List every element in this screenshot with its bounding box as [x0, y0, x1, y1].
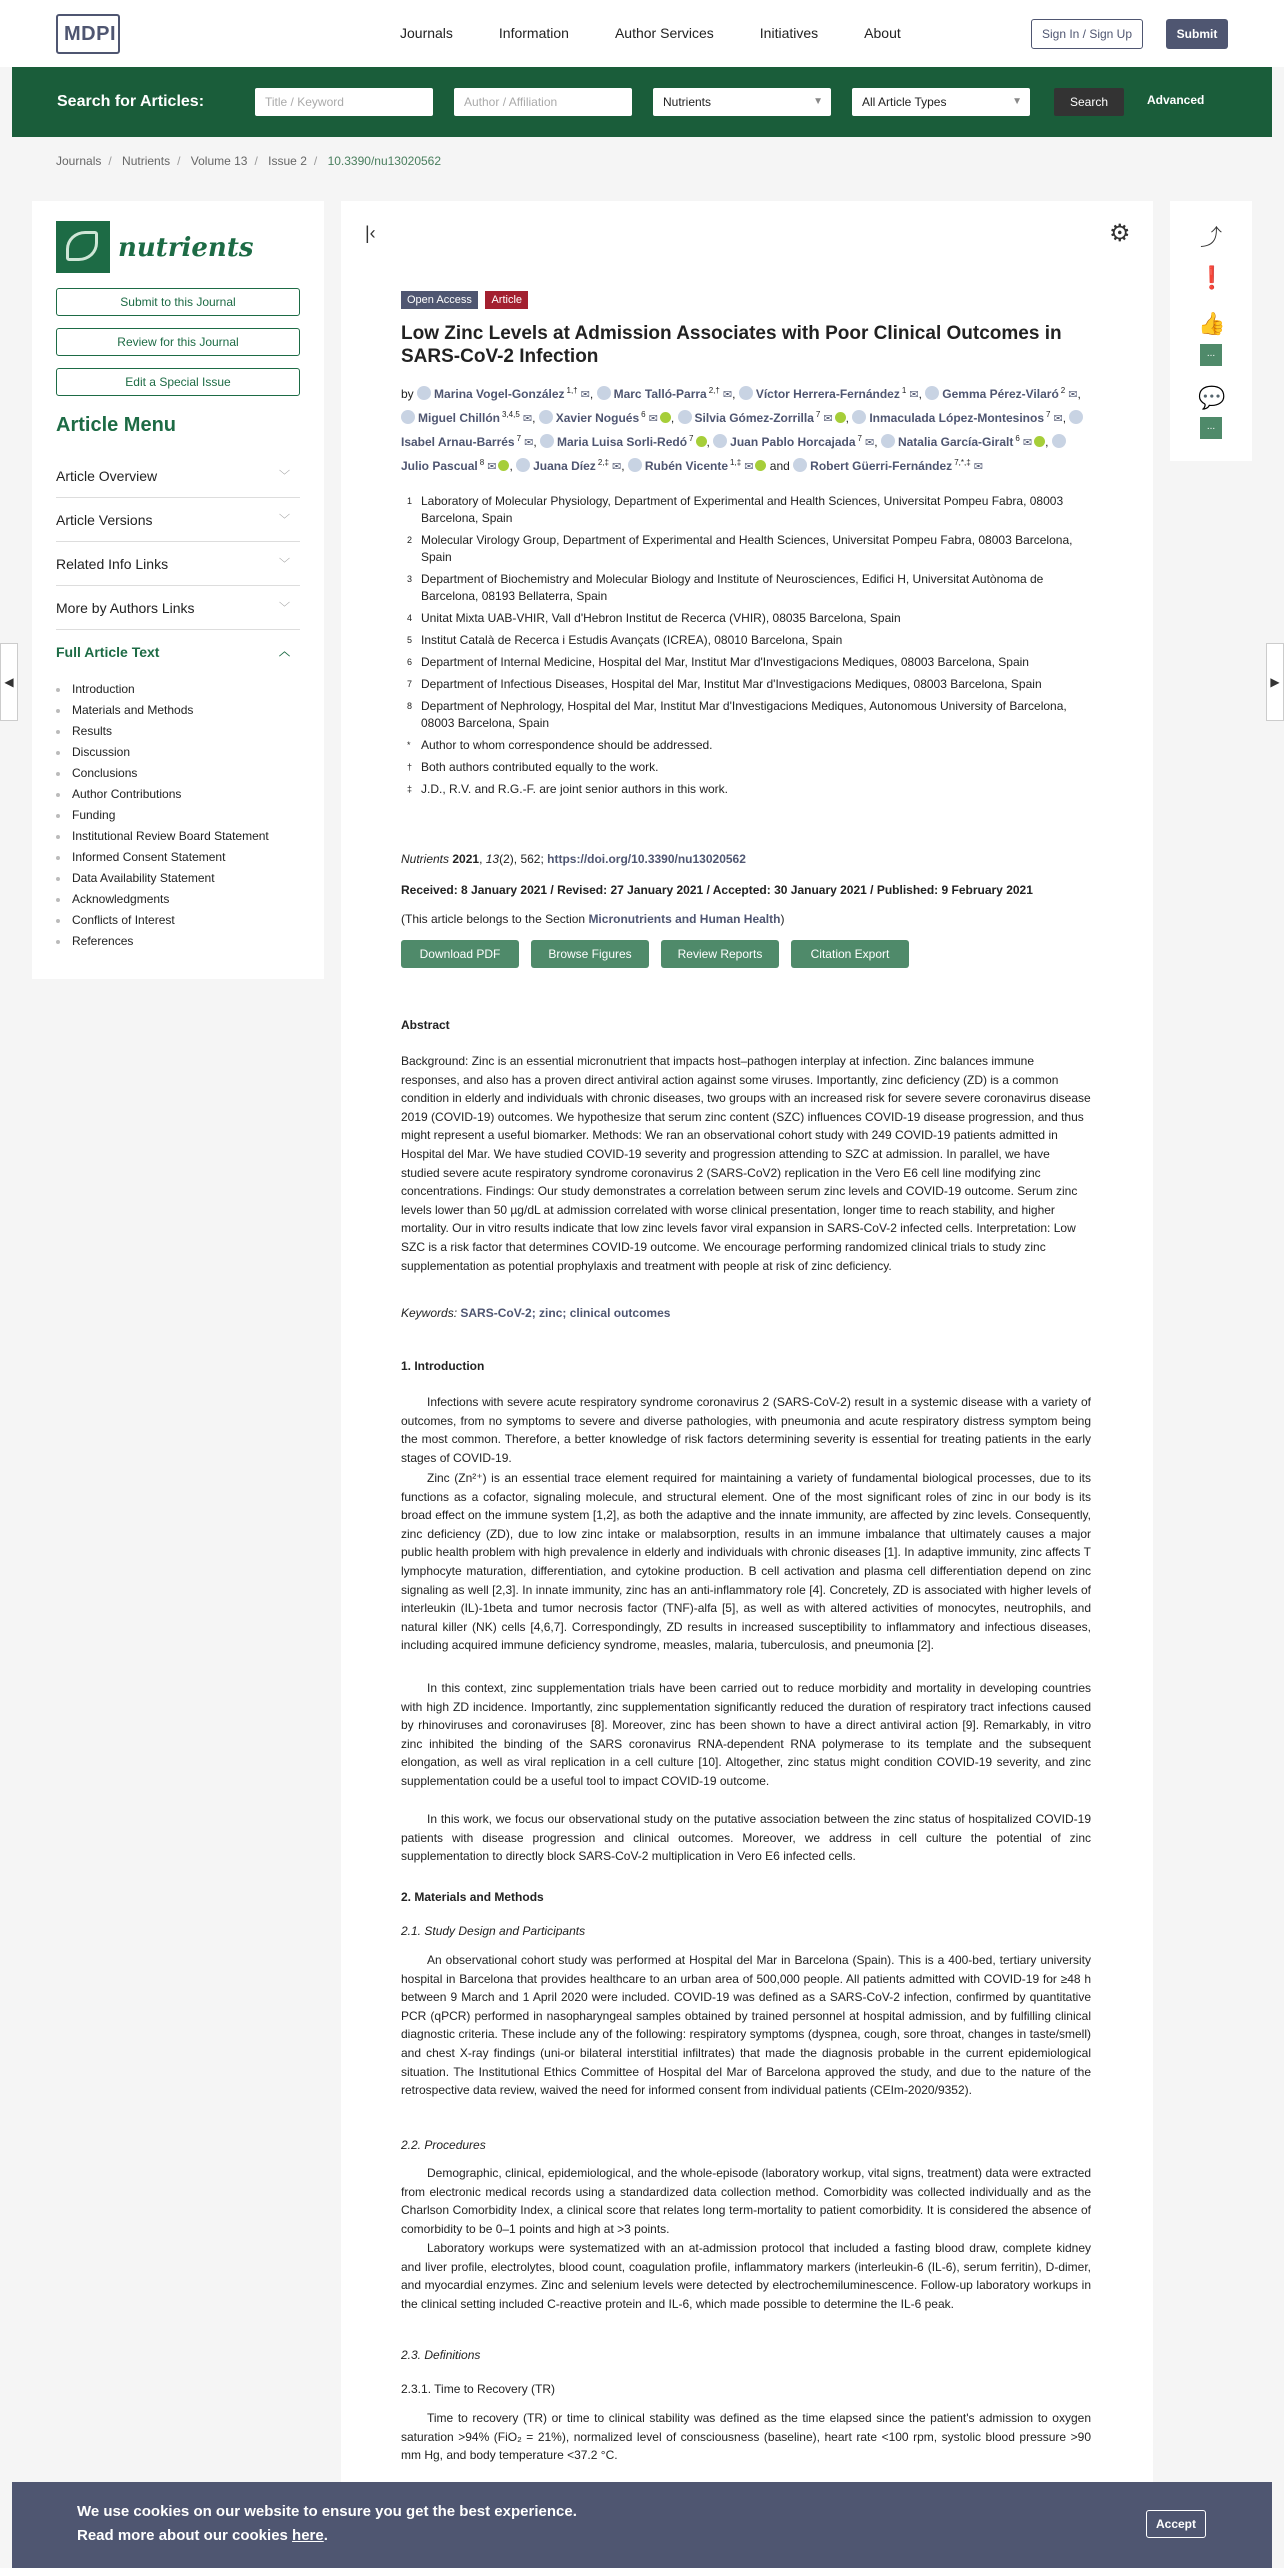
author-profile-icon[interactable]: [713, 434, 727, 448]
toc-item[interactable]: Discussion: [56, 742, 300, 763]
affiliation-text: Department of Internal Medicine, Hospital del Mar, Institut Mar d'Investigacions Mediques, 08003 Barcelona, Spain: [421, 655, 1029, 669]
affiliation: [401, 781, 1091, 798]
author[interactable]: [628, 459, 767, 473]
mail-icon[interactable]: ✉: [521, 437, 534, 449]
affiliation-text: Laboratory of Molecular Physiology, Department of Experimental and Health Sciences, Universitat Pompeu Fabra, 08003 Barcelona, Spain: [421, 494, 1064, 525]
breadcrumb-nutrients[interactable]: Nutrients: [122, 154, 171, 168]
affiliation: [401, 571, 1091, 605]
article-title: Low Zinc Levels at Admission Associates with Poor Clinical Outcomes in SARS-CoV-2 Infection: [401, 323, 1062, 367]
affiliation-number: ‡: [407, 784, 413, 794]
search-bar: [12, 67, 1272, 137]
author[interactable]: [516, 459, 621, 473]
author-profile-icon[interactable]: [540, 434, 554, 448]
section-link[interactable]: Micronutrients and Human Health: [588, 912, 781, 926]
collapse-sidebar-icon[interactable]: |‹: [365, 223, 376, 243]
menu-full-article-text[interactable]: [56, 630, 300, 674]
breadcrumb-doi[interactable]: 10.3390/nu13020562: [327, 154, 442, 168]
author-name[interactable]: Silvia Gómez-Zorrilla: [694, 411, 814, 425]
section-note-suffix: ): [780, 912, 785, 926]
author-affiliation-sup: 7: [815, 410, 821, 419]
affiliation-text: Institut Català de Recerca i Estudis Avançats (ICREA), 08010 Barcelona, Spain: [421, 633, 843, 647]
toc-item[interactable]: Funding: [56, 805, 300, 826]
affiliation-text: Department of Nephrology, Hospital del Mar, Institut Mar d'Investigacions Mediques, Autonomous University of Barcelona, 08003 Barcelona, Spain: [421, 699, 1067, 730]
author-profile-icon[interactable]: [739, 386, 753, 400]
article-card: [341, 201, 1153, 2568]
author-name[interactable]: Inmaculada López-Montesinos: [869, 411, 1044, 425]
toc-list: [56, 679, 300, 952]
author-profile-icon[interactable]: [793, 458, 807, 472]
journal-select-value: Nutrients: [663, 95, 712, 109]
paragraph: In this context, zinc supplementation trials have been carried out to reduce morbidity and mortality in developing countries with high ZD incidence. Importantly, zinc supplementation significantly reduced the duration of respiratory tract infections caused by rhinoviruses and coronaviruses [8]. Moreover, zinc has been shown to have a direct antiviral action [9]. Remarkably, in vitro zinc inhibited the binding of the SARS coronavirus RNA-dependent RNA polymerase to its template and the subsequent elongation, as well as viral replication in a cell culture [10]. Altogether, zinc status might condition COVID-19 severity, and zinc supplementation could be a useful tool to impact COVID-19 outcome.: [401, 1681, 1091, 1788]
article-type-select[interactable]: [852, 88, 1030, 116]
author-affiliation-sup: 1,‡: [730, 458, 742, 467]
mail-icon[interactable]: ✉: [820, 413, 833, 425]
submit-to-journal-button[interactable]: Submit to this Journal: [56, 288, 300, 316]
mail-icon[interactable]: ✉: [484, 461, 497, 473]
left-sidebar: [32, 201, 324, 979]
author-affiliation-sup: 7: [1046, 410, 1051, 419]
chevron-down-icon: ﹀: [279, 602, 290, 614]
affiliation-number: 2: [407, 535, 413, 545]
author-affiliation-sup: 2: [1060, 386, 1066, 395]
paragraph: Time to recovery (TR) or time to clinical stability was defined as the time elapsed since the patient's admission to oxygen saturation >94% (FiO₂ = 21%), normalized level of consciousness (baseline), heart rate <100 rpm, systolic blood pressure >90 mm Hg, and body temperature <37.2 °C.: [401, 2411, 1091, 2463]
menu-label: More by Authors Links: [56, 600, 195, 616]
author-name[interactable]: Natalia García-Giralt: [897, 435, 1014, 449]
author-name[interactable]: Miguel Chillón: [418, 411, 500, 425]
author[interactable]: [417, 387, 590, 401]
author[interactable]: [401, 411, 532, 425]
author[interactable]: [597, 387, 733, 401]
author-list: by Marina Vogel-González $^{1,\dagger}$ ✉, Marc Talló-Parra $^{2,\dagger}$ ✉, Víctor Herrera-Fernández $^1$ ✉, Gemma Pérez-Vilaró $^2$ ✉, Miguel Chillón $^{3,4,5}$ ✉, Xavier Nogués $^6$ ✉ , Silvia Gómez-Zorrilla $^7$ ✉ , Inmaculada López-Montesinos $^7$ ✉, Isabel Arnau-Barrés $^7$ ✉, Maria Luisa Sorli-Redó $^7$ , Juan Pablo Horcajada $^7$ ✉, Natalia García-Giralt $^6$ ✉ , Julio Pascual $^8$ ✉ , Juana Díez $^{2,\ddagger}$ ✉, Rubén Vicente $^{1,\ddagger}$ ✉ and Robert Güerri-Fernández $^{7,*,\ddagger}$ ✉: [401, 381, 1091, 477]
edit-special-issue-button[interactable]: Edit a Special Issue: [56, 368, 300, 396]
affiliation-text: J.D., R.V. and R.G.-F. are joint senior authors in this work.: [421, 782, 729, 796]
author[interactable]: [678, 411, 846, 425]
affiliation-number: 1: [407, 496, 413, 506]
author-name[interactable]: Xavier Nogués: [555, 411, 640, 425]
citation-journal: Nutrients: [401, 852, 450, 866]
chevron-down-icon: ▼: [813, 96, 823, 107]
section-heading-introduction: 1. Introduction: [401, 1359, 485, 1373]
chevron-down-icon: ▼: [1012, 96, 1022, 107]
affiliation-list: [401, 493, 1091, 803]
affiliation: [401, 654, 1091, 671]
author-name[interactable]: Juan Pablo Horcajada: [730, 435, 856, 449]
affiliation-number: *: [407, 740, 411, 750]
subsubsection-heading: 2.3.1. Time to Recovery (TR): [401, 2382, 556, 2396]
keywords: [401, 1306, 670, 1320]
comment-alert-icon[interactable]: ❗: [1198, 265, 1226, 290]
author-affiliation-sup: 6: [1015, 434, 1020, 443]
mail-icon[interactable]: ✉: [645, 413, 658, 425]
menu-article-versions[interactable]: [56, 498, 300, 542]
search-label: Search for Articles:: [57, 93, 205, 110]
paragraph: Zinc (Zn²⁺) is an essential trace element required for maintaining a variety of fundamental biological processes, due to its functions as a cofactor, signaling molecule, and structural element. One of the most significant roles of zinc in our body is its broad effect on the immune system [1,2], as both the adaptive and the innate immunity, are affected by zinc levels. Consequently, zinc deficiency (ZD), due to low zinc intake or malabsorption, results in an immune imbalance that ultimately causes a major public health problem with high prevalence in elderly and individuals with chronic diseases [1]. In adaptive immunity, zinc affects T lymphocyte maturation, differentiation, and cytokine production. B cell activation and plasma cell differentiation depend on zinc signaling as well [2,3]. In innate immunity, zinc has an anti-inflammatory role [4]. Concretely, ZD is associated with higher levels of interleukin (IL)-1beta and tumor necrosis factor (TNF)-alfa [5], as well as with altered activities of monocytes, neutrophils, and natural killer (NK) cells [4,6,7]. Correspondingly, ZD results in increased susceptibility to inflammatory and infectious diseases, including acquired immune deficiency syndrome, measles, malaria, tuberculosis, and pneumonia [2].: [401, 1471, 1091, 1653]
affiliation-number: 7: [407, 679, 413, 689]
affiliation-number: 5: [407, 635, 413, 645]
author-name[interactable]: Juana Díez: [533, 459, 596, 473]
download-pdf-button[interactable]: Download PDF: [401, 940, 519, 968]
nav-about[interactable]: About: [864, 25, 901, 41]
mail-icon[interactable]: ✉: [1019, 437, 1033, 449]
author-name[interactable]: Marina Vogel-González: [434, 387, 565, 401]
author-profile-icon[interactable]: [539, 410, 553, 424]
chevron-down-icon: ﹀: [279, 558, 290, 570]
paragraph: Demographic, clinical, epidemiological, and the whole-episode (laboratory workup, vital signs, treatment) data were extracted from electronic medical records using a standardized data collection method. Comorbidity was collected individually and as the Charlson Comorbidity Index, a clinical score that relates long term-mortality to patient comorbidity. It is considered the absence of comorbidity to be 0–1 points and high at >3 points.: [401, 2166, 1091, 2236]
author-name[interactable]: Rubén Vicente: [644, 459, 729, 473]
author-profile-icon[interactable]: [1052, 434, 1066, 448]
affiliation-number: †: [407, 762, 413, 772]
gear-icon[interactable]: ⚙: [1109, 220, 1131, 247]
menu-article-overview[interactable]: [56, 454, 300, 498]
paragraph: In this work, we focus our observational study on the putative association between the zinc status of hospitalized COVID-19 patients with disease progression and clinical outcomes. Moreover, we address in cell culture the potential of zinc supplementation to directly block SARS-CoV-2 multiplication in Vero E6 infected cells.: [401, 1812, 1091, 1864]
affiliation-number: 6: [407, 657, 413, 667]
affiliation: [401, 698, 1091, 732]
logo-text: MDPI: [64, 23, 116, 45]
affiliation-text: Molecular Virology Group, Department of Experimental and Health Sciences, Universitat Pompeu Fabra, 08003 Barcelona, Spain: [421, 533, 1073, 564]
toc-item[interactable]: Informed Consent Statement: [56, 847, 300, 868]
leaf-icon: [66, 231, 98, 261]
author-name[interactable]: Gemma Pérez-Vilaró: [942, 387, 1059, 401]
toc-item[interactable]: Conclusions: [56, 763, 300, 784]
review-for-journal-button[interactable]: Review for this Journal: [56, 328, 300, 356]
toc-item[interactable]: Institutional Review Board Statement: [56, 826, 300, 847]
author-profile-icon[interactable]: [597, 386, 611, 400]
author-affiliation-sup: 1: [901, 386, 907, 395]
author-affiliation-sup: 7,*,‡: [954, 458, 971, 467]
publication-dates: Received: 8 January 2021 / Revised: 27 January 2021 / Accepted: 30 January 2021 / Published: 9 February 2021: [401, 883, 1033, 897]
title-keyword-input[interactable]: Title / Keyword: [255, 88, 433, 116]
accept-cookies-button[interactable]: Accept: [1146, 2510, 1206, 2538]
author-profile-icon[interactable]: [516, 458, 530, 472]
article-type-value: All Article Types: [862, 95, 947, 109]
chevron-down-icon: ﹀: [279, 514, 290, 526]
mail-icon[interactable]: ✉: [1050, 413, 1063, 425]
orcid-icon[interactable]: [660, 412, 671, 423]
breadcrumb-issue[interactable]: Issue 2: [268, 154, 307, 168]
author-profile-icon[interactable]: [628, 458, 642, 472]
mail-icon[interactable]: ✉: [719, 389, 733, 401]
author-profile-icon[interactable]: [417, 386, 431, 400]
affiliation-number: 3: [407, 574, 413, 584]
by-label: by: [401, 387, 414, 401]
article-type-badge: Article: [485, 291, 528, 309]
right-sidebar: [1170, 201, 1252, 461]
comments-icon[interactable]: 💬: [1198, 385, 1226, 410]
author[interactable]: [739, 387, 919, 401]
author[interactable]: [540, 435, 706, 449]
orcid-icon[interactable]: [835, 412, 846, 423]
section-note: [401, 912, 784, 926]
affiliation-text: Both authors contributed equally to the work.: [421, 760, 659, 774]
abstract-text: Background: Zinc is an essential micronutrient that impacts host–pathogen interplay at infection. Zinc balances immune responses, and also has a proven direct antiviral action against some viruses. Importantly, zinc deficiency (ZD) is a common condition in elderly and individuals with chronic diseases, two groups with an increased risk for severe severe coronavirus disease 2019 (COVID-19) outcomes. We hypothesize that serum zinc content (SZC) influences COVID-19 disease progression, and thus might represent a useful biomarker. Methods: We ran an observational cohort study with 249 COVID-19 patients admitted in Hospital del Mar. We have studied COVID-19 severity and progression attending to SZC at admission. In parallel, we have studied severe acute respiratory syndrome coronavirus 2 (SARS-CoV2) replication in the Vero E6 cell line modifying zinc concentrations. Findings: Our study demonstrates a correlation between serum zinc levels and COVID-19 outcome. Serum zinc levels lower than 50 µg/dL at admission correlated with worse clinical presentation, longer time to reach stability, and higher mortality. Our in vitro results indicate that low zinc levels favor viral expansion in SARS-CoV-2 infected cells. Interpretation: Low SZC is a risk factor that determines COVID-19 outcome. We encourage performing randomized clinical trials to study zinc supplementation as potential prophylaxis and treatment with people at risk of zinc deficiency.: [401, 1054, 1091, 1273]
affiliation-text: Department of Biochemistry and Molecular Biology and Institute of Neurosciences, Edifici H, Universitat Autònoma de Barcelona, 08193 Bellaterra, Spain: [421, 572, 1044, 603]
keywords-label: Keywords:: [401, 1306, 458, 1320]
author-affiliation-sup: 1,†: [566, 386, 578, 395]
breadcrumb-journals[interactable]: Journals: [56, 154, 102, 168]
toc-item[interactable]: Data Availability Statement: [56, 868, 300, 889]
orcid-icon[interactable]: [755, 460, 766, 471]
author-name[interactable]: Robert Güerri-Fernández: [810, 459, 953, 473]
subsection-heading: 2.1. Study Design and Participants: [401, 1924, 586, 1938]
author-affiliation-sup: 3,4,5: [502, 410, 520, 419]
toc-item[interactable]: Acknowledgments: [56, 889, 300, 910]
author-affiliation-sup: 8: [479, 458, 485, 467]
chevron-up-icon: ︿: [279, 646, 290, 658]
cookie-line-1: We use cookies on our website to ensure you get the best experience.: [77, 2503, 577, 2520]
article-menu-title: Article Menu: [56, 414, 177, 436]
keywords-list[interactable]: SARS-CoV-2; zinc; clinical outcomes: [460, 1306, 671, 1320]
nav-information[interactable]: Information: [498, 25, 569, 41]
toc-item[interactable]: Introduction: [56, 679, 300, 700]
author-affiliation-input[interactable]: Author / Affiliation: [454, 88, 632, 116]
subsection-heading: 2.3. Definitions: [401, 2348, 481, 2362]
author-affiliation-sup: 6: [641, 410, 646, 419]
author[interactable]: [793, 459, 983, 473]
open-access-badge: Open Access: [401, 291, 478, 309]
mail-icon[interactable]: ✉: [970, 461, 983, 473]
author[interactable]: [881, 435, 1045, 449]
search-button[interactable]: Search: [1054, 88, 1124, 116]
menu-more-by-authors[interactable]: [56, 586, 300, 630]
left-arrow-icon[interactable]: ◀: [0, 643, 18, 721]
breadcrumb-volume[interactable]: Volume 13: [190, 154, 248, 168]
submit-button[interactable]: Submit: [1166, 19, 1228, 49]
and-label: and: [769, 459, 790, 473]
author-affiliation-sup: 7: [857, 434, 862, 443]
author-affiliation-sup: 7: [516, 434, 522, 443]
chevron-down-icon: ﹀: [279, 470, 290, 482]
mdpi-logo[interactable]: [56, 14, 122, 54]
citation-volume: 13: [485, 852, 500, 866]
affiliation: [401, 632, 1091, 649]
abstract-heading: Abstract: [401, 1018, 450, 1032]
mail-icon[interactable]: ✉: [741, 461, 754, 473]
right-arrow-icon[interactable]: ▶: [1266, 643, 1284, 721]
author-name[interactable]: Marc Talló-Parra: [613, 387, 707, 401]
author-affiliation-sup: 2,‡: [597, 458, 609, 467]
menu-label: Article Versions: [56, 512, 153, 528]
section-note-prefix: (This article belongs to the Section: [401, 912, 589, 926]
orcid-icon[interactable]: [696, 436, 707, 447]
affiliation: [401, 493, 1091, 527]
affiliation-text: Author to whom correspondence should be addressed.: [421, 738, 713, 752]
cookie-banner: [12, 2482, 1272, 2568]
journal-select[interactable]: [653, 88, 831, 116]
cookie-link[interactable]: here: [292, 2527, 324, 2544]
affiliation: [401, 532, 1091, 566]
author-profile-icon[interactable]: [1069, 410, 1083, 424]
author-profile-icon[interactable]: [881, 434, 895, 448]
menu-related-info[interactable]: [56, 542, 300, 586]
breadcrumb: Journals / Nutrients / Volume 13 / Issue 2 / 10.3390/nu13020562: [56, 154, 442, 168]
comment-count: ...: [1200, 417, 1222, 439]
menu-label: Related Info Links: [56, 556, 169, 572]
author-profile-icon[interactable]: [401, 410, 415, 424]
cookie-text: [77, 2500, 577, 2548]
author-profile-icon[interactable]: [852, 410, 866, 424]
author[interactable]: [539, 411, 671, 425]
author-name[interactable]: Víctor Herrera-Fernández: [755, 387, 900, 401]
author-name[interactable]: Julio Pascual: [401, 459, 478, 473]
author-affiliation-sup: 2,†: [708, 386, 720, 395]
paragraph: An observational cohort study was performed at Hospital del Mar in Barcelona (Spain). This is a 400-bed, tertiary university hospital in Barcelona that provides healthcare to an urban area of 500,000 people. All patients admitted with COVID-19 for ≥48 h between 9 March and 1 April 2020 were included. COVID-19 was defined as a SARS-CoV-2 infection, confirmed by quantitative PCR (qPCR) performed in nasopharyngeal samples obtained by trained personnel at hospital admission, and by fulfilling clinical diagnostic criteria. These include any of the following: respiratory symptoms (dyspnea, cough, sore throat, changes in taste/smell) and chest X-ray findings (uni-or bilateral interstitial infiltrates) that made the diagnosis probable in the current epidemiological situation. The Institutional Ethics Committee of Hospital del Mar of Barcelona approved the study, and due to the nature of the retrospective data review, waived the need for informed consent from individual patients (CEIm-2020/9352).: [401, 1953, 1091, 2098]
cookie-line-2-suffix: .: [323, 2527, 328, 2544]
mail-icon[interactable]: ✉: [577, 389, 590, 401]
affiliation: [401, 676, 1091, 693]
affiliation: [401, 610, 1091, 627]
author[interactable]: [852, 411, 1062, 425]
sign-in-button[interactable]: Sign In / Sign Up: [1031, 19, 1143, 49]
author[interactable]: [925, 387, 1077, 401]
article-badges: [401, 291, 532, 309]
advanced-search-link[interactable]: Advanced: [1147, 93, 1205, 107]
affiliation: [401, 759, 1091, 776]
author-name[interactable]: Maria Luisa Sorli-Redó: [557, 435, 688, 449]
journal-name[interactable]: nutrients: [118, 233, 254, 263]
author-name[interactable]: Isabel Arnau-Barrés: [401, 435, 515, 449]
affiliation-text: Unitat Mixta UAB-VHIR, Vall d'Hebron Institut de Recerca (VHIR), 08035 Barcelona, Spain: [421, 611, 901, 625]
section-heading-methods: 2. Materials and Methods: [401, 1890, 544, 1904]
doi-link[interactable]: https://doi.org/10.3390/nu13020562: [547, 852, 746, 866]
citation-year: 2021: [452, 852, 480, 866]
share-icon[interactable]: ⤴: [1199, 225, 1222, 250]
cookie-line-2-prefix: Read more about our cookies: [77, 2527, 293, 2544]
nav-author-services[interactable]: Author Services: [614, 25, 714, 41]
author-profile-icon[interactable]: [678, 410, 692, 424]
article-action-buttons: [401, 940, 921, 968]
mail-icon[interactable]: ✉: [906, 389, 919, 401]
paragraph: Infections with severe acute respiratory syndrome coronavirus 2 (SARS-CoV-2) result in a systemic disease with a variety of outcomes, from no symptoms to severe and diverse pathologies, with pneumonia and acute respiratory distress symptom being the most common. Therefore, a better knowledge of risk factors determining severity is essential for treating patients in the early stages of COVID-19.: [401, 1395, 1091, 1465]
toc-item[interactable]: References: [56, 931, 300, 952]
author-profile-icon[interactable]: [925, 386, 939, 400]
menu-label: Full Article Text: [56, 644, 160, 660]
author-affiliation-sup: 7: [689, 434, 694, 443]
orcid-icon[interactable]: [1034, 436, 1045, 447]
nav-journals[interactable]: Journals: [400, 25, 453, 41]
affiliation-text: Department of Infectious Diseases, Hospital del Mar, Institut Mar d'Investigacions Mediques, 08003 Barcelona, Spain: [421, 677, 1042, 691]
affiliation: [401, 737, 1091, 754]
mail-icon[interactable]: ✉: [608, 461, 622, 473]
paragraph: Laboratory workups were systematized with an at-admission protocol that included a fasting blood draw, complete kidney and liver profile, electrolytes, blood count, coagulation profile, inflammatory markers (interleukin-6 (IL-6), serum ferritin), D-dimer, and myocardial enzymes. Zinc and selenium levels were detected by electrochemiluminescence. Follow-up laboratory workups in the clinical setting included C-reactive protein and IL-6, which made possible to determine the IL-6 peak.: [401, 2241, 1091, 2311]
menu-label: Article Overview: [56, 468, 158, 484]
cookie-line-2: [77, 2524, 577, 2548]
affiliation-number: 8: [407, 701, 413, 711]
toc-item[interactable]: Conflicts of Interest: [56, 910, 300, 931]
thumbs-up-icon[interactable]: 👍: [1198, 311, 1226, 336]
citation-line: Nutrients 2021, 13(2), 562; https://doi.org/10.3390/nu13020562: [401, 852, 746, 866]
browse-figures-button[interactable]: Browse Figures: [531, 940, 649, 968]
journal-logo[interactable]: [56, 221, 110, 273]
mail-icon[interactable]: ✉: [862, 437, 875, 449]
mail-icon[interactable]: ✉: [1065, 389, 1078, 401]
subsection-heading: 2.2. Procedures: [401, 2138, 486, 2152]
citation-rest: (2), 562;: [499, 852, 544, 866]
top-header: [0, 0, 1284, 67]
nav-initiatives[interactable]: Initiatives: [759, 25, 819, 41]
citation-export-button[interactable]: Citation Export: [791, 940, 909, 968]
toc-item[interactable]: Materials and Methods: [56, 700, 300, 721]
toc-item[interactable]: Author Contributions: [56, 784, 300, 805]
mail-icon[interactable]: ✉: [519, 413, 533, 425]
orcid-icon[interactable]: [498, 460, 509, 471]
affiliation-number: 4: [407, 613, 413, 623]
like-count: ...: [1200, 344, 1222, 366]
review-reports-button[interactable]: Review Reports: [661, 940, 779, 968]
author[interactable]: [713, 435, 874, 449]
main-nav: [400, 25, 947, 41]
toc-item[interactable]: Results: [56, 721, 300, 742]
